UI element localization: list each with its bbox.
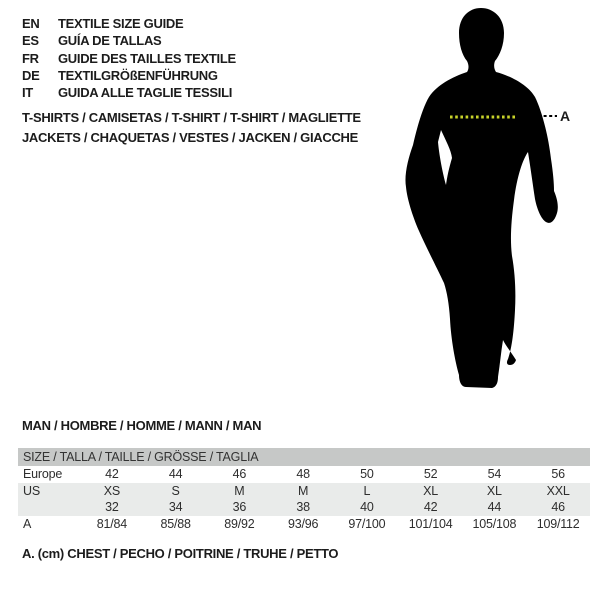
- table-cell: M: [234, 483, 245, 498]
- category-line-jackets: JACKETS / CHAQUETAS / VESTES / JACKEN / GIACCHE: [22, 129, 358, 145]
- table-cell: 34: [168, 500, 183, 514]
- size-table: [18, 448, 590, 532]
- table-cell: 52: [423, 467, 438, 481]
- table-row-a-chest: [18, 516, 590, 533]
- man-silhouette-shape: [405, 8, 557, 388]
- table-row-us-numeric: [18, 499, 590, 516]
- measurement-footnote: A. (cm) CHEST / PECHO / POITRINE / TRUHE / PETTO: [22, 546, 339, 561]
- row-label: A: [23, 516, 32, 531]
- table-cell: 38: [296, 500, 310, 514]
- language-label: GUÍA DE TALLAS: [58, 33, 162, 49]
- table-cell: 50: [360, 467, 374, 481]
- row-label: Europe: [23, 467, 63, 481]
- table-cell: 48: [296, 467, 310, 481]
- table-cell: 54: [487, 467, 502, 481]
- language-code: EN: [22, 16, 40, 31]
- language-label: TEXTILGRÖßENFÜHRUNG: [58, 67, 218, 83]
- table-cell: 46: [232, 467, 247, 481]
- table-cell: 32: [105, 500, 119, 514]
- language-row-de: [22, 67, 236, 84]
- table-cell: 81/84: [96, 516, 128, 531]
- table-cell: 109/112: [536, 516, 580, 531]
- table-cell: XXL: [546, 483, 570, 498]
- language-row-en: [22, 15, 236, 32]
- table-cell: 40: [360, 500, 374, 514]
- section-title-man: MAN / HOMBRE / HOMME / MANN / MAN: [22, 418, 262, 433]
- language-row-fr: [22, 50, 236, 67]
- table-cell: 101/104: [408, 516, 453, 531]
- row-label: US: [23, 483, 40, 498]
- language-label: GUIDE DES TAILLES TEXTILE: [58, 50, 236, 66]
- table-cell: 42: [105, 467, 119, 481]
- table-cell: XL: [486, 483, 502, 498]
- table-cell: 105/108: [472, 516, 517, 531]
- measure-label-a: A: [560, 108, 570, 124]
- language-code: FR: [22, 50, 39, 66]
- table-cell: XS: [103, 483, 121, 498]
- table-cell: 46: [551, 500, 565, 514]
- table-cell: 44: [487, 500, 502, 514]
- table-cell: 97/100: [348, 516, 386, 531]
- language-row-es: [22, 32, 236, 49]
- man-silhouette-figure: [390, 5, 585, 395]
- language-code: DE: [22, 67, 40, 83]
- table-cell: 93/96: [287, 516, 319, 531]
- language-code: IT: [22, 85, 33, 101]
- table-cell: 85/88: [160, 516, 191, 531]
- language-code: ES: [22, 33, 39, 49]
- table-cell: S: [171, 483, 180, 498]
- language-label: TEXTILE SIZE GUIDE: [58, 16, 184, 31]
- table-cell: L: [363, 483, 371, 498]
- language-row-it: [22, 84, 236, 101]
- table-cell: M: [298, 483, 309, 498]
- size-table-header: SIZE / TALLA / TAILLE / GRÖSSE / TAGLIA: [18, 448, 590, 466]
- table-cell: XL: [423, 483, 439, 498]
- table-row-europe: [18, 466, 590, 483]
- table-cell: 44: [168, 467, 183, 481]
- table-cell: 56: [551, 467, 565, 481]
- row-label: [18, 499, 80, 516]
- language-label: GUIDA ALLE TAGLIE TESSILI: [58, 85, 233, 101]
- table-cell: 89/92: [224, 516, 255, 531]
- table-row-us: [18, 483, 590, 500]
- table-cell: 36: [232, 500, 247, 514]
- garment-category: [22, 108, 361, 147]
- language-list: [22, 15, 236, 101]
- table-cell: 42: [423, 500, 438, 514]
- category-line-tshirts: T-SHIRTS / CAMISETAS / T-SHIRT / T-SHIRT / MAGLIETTE: [22, 110, 361, 125]
